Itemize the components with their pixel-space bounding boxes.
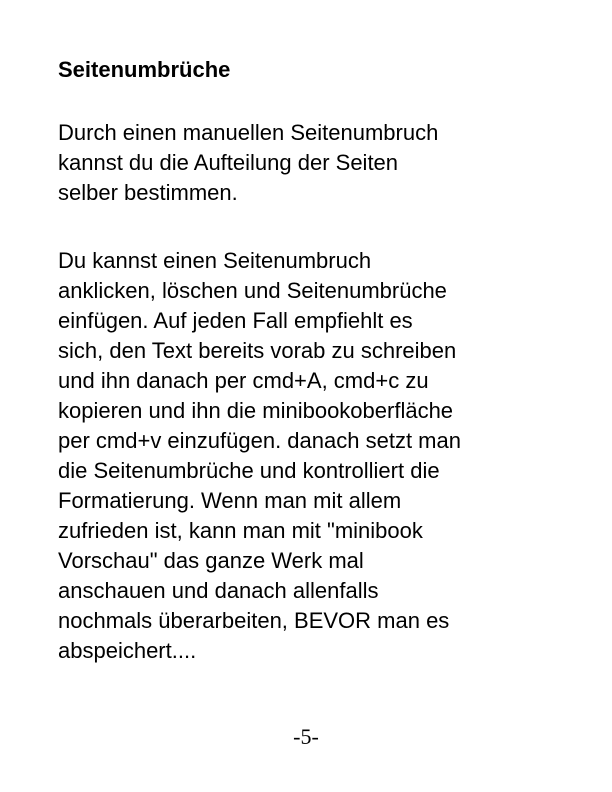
paragraph-line: und ihn danach per cmd+A, cmd+c zu <box>58 368 429 393</box>
paragraph-line: anschauen und danach allenfalls <box>58 578 379 603</box>
paragraph-line: kannst du die Aufteilung der Seiten <box>58 150 399 175</box>
page-heading: Seitenumbrüche <box>58 57 231 82</box>
paragraph-line: Vorschau" das ganze Werk mal <box>58 548 364 573</box>
intro-paragraph <box>58 118 438 208</box>
paragraph-line: per cmd+v einzufügen. danach setzt man <box>58 428 461 453</box>
paragraph-line: anklicken, löschen und Seitenumbrüche <box>58 278 447 303</box>
page-number: -5- <box>293 724 319 749</box>
paragraph-line: zufrieden ist, kann man mit "minibook <box>58 518 423 543</box>
paragraph-line: Du kannst einen Seitenumbruch <box>58 248 372 273</box>
paragraph-line: selber bestimmen. <box>58 180 238 205</box>
paragraph-line: kopieren und ihn die minibookoberfläche <box>58 398 454 423</box>
instructions-paragraph <box>58 246 461 666</box>
paragraph-line: abspeichert.... <box>58 638 197 663</box>
paragraph-line: einfügen. Auf jeden Fall empfiehlt es <box>58 308 413 333</box>
paragraph-line: die Seitenumbrüche und kontrolliert die <box>58 458 440 483</box>
paragraph-line: nochmals überarbeiten, BEVOR man es <box>58 608 450 633</box>
paragraph-line: Durch einen manuellen Seitenumbruch <box>58 120 439 145</box>
paragraph-line: sich, den Text bereits vorab zu schreiben <box>58 338 457 363</box>
paragraph-line: Formatierung. Wenn man mit allem <box>58 488 402 513</box>
